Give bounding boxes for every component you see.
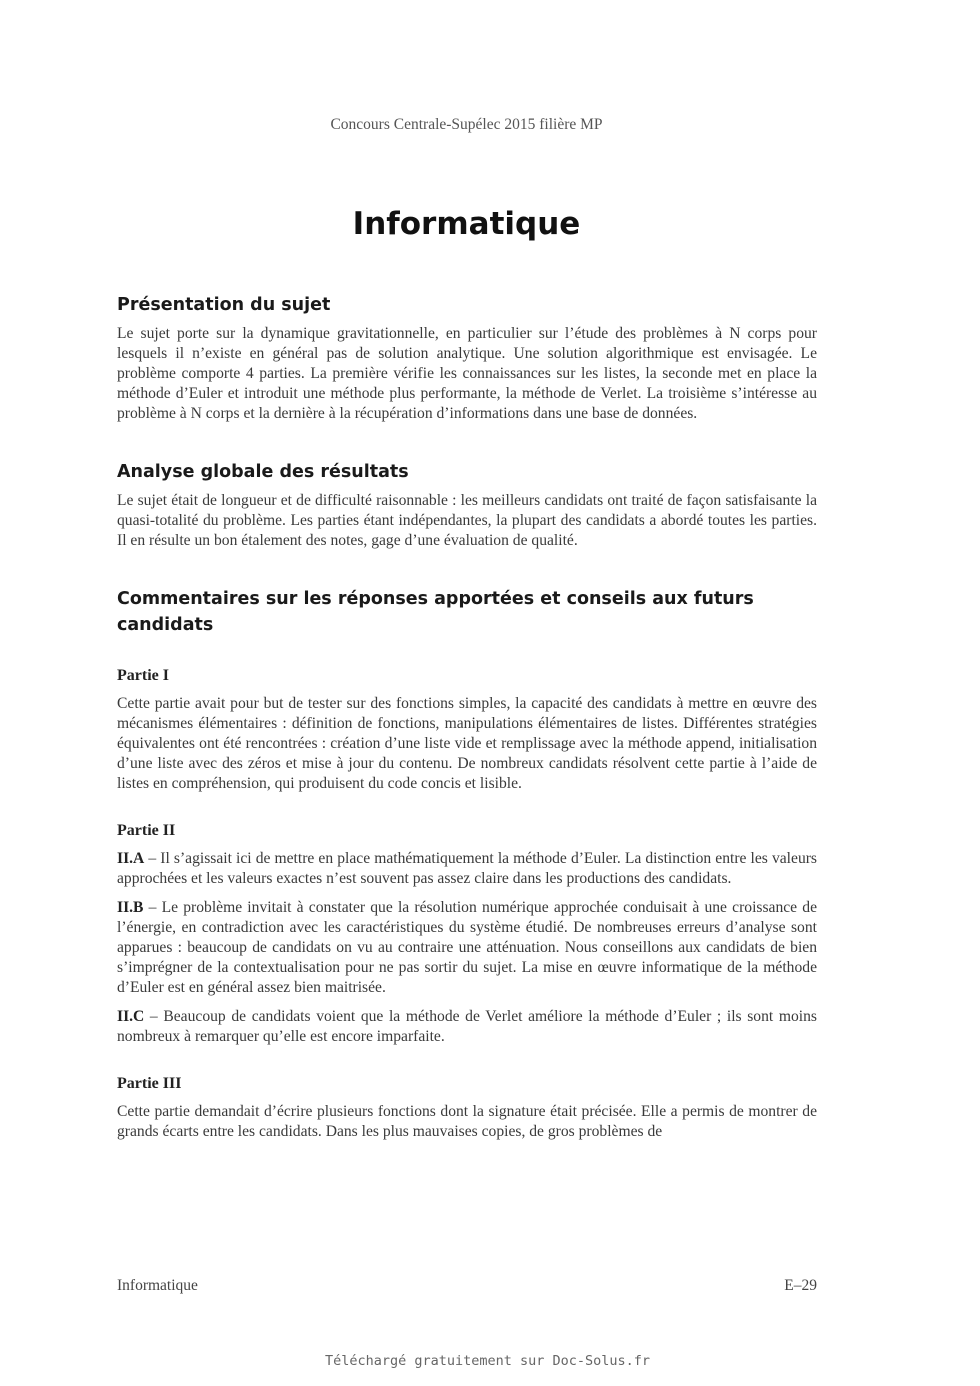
item-text-II-C: – Beaucoup de candidats voient que la méthode de Verlet améliore la méthode d’Euler ; ils sont moins nombreux à remarquer qu’elle est encore imparfaite. [117,1008,817,1045]
footer-page-number: E–29 [784,1277,817,1294]
page-title: Informatique [352,206,581,242]
item-label-II-A: II.A [117,850,145,867]
item-label-II-C: II.C [117,1008,145,1025]
paragraph-partie-2c [117,1007,817,1047]
item-text-II-A: – Il s’agissait ici de mettre en place mathématiquement la méthode d’Euler. La distinction entre les valeurs approchées et les valeurs exactes n’est souvent pas assez claire dans les productions des candidats. [117,850,817,887]
paragraph-presentation: Le sujet porte sur la dynamique gravitationnelle, en particulier sur l’étude des problèmes à N corps pour lesquels il n’existe en général pas de solution analytique. Une solution algorithmique est envisagée. Le problème comporte 4 parties. La première vérifie les connaissances sur les listes, la seconde met en place la méthode d’Euler et introduit une méthode plus performante, la méthode de Verlet. La troisième s’intéresse au problème à N corps et la dernière à la récupération d’informations dans une base de données. [117,325,817,422]
main-content [117,292,817,1142]
section-heading-commentaires: Commentaires sur les réponses apportées et conseils aux futurs candidats [117,589,754,635]
item-text-II-B: – Le problème invitait à constater que la résolution numérique approchée conduisait à une croissance de l’énergie, en contradiction avec les caractéristiques du système étudié. De nombreuses erreurs d’analyse sont apparues : beaucoup de candidats on vu au contraire une atténuation. Nous conseillons aux candidats de bien s’imprégner de la contextualisation pour ne pas sortir du sujet. La mise en œuvre informatique de la méthode d’Euler est en général assez bien maitrisée. [117,899,817,996]
subsection-heading-partie-1: Partie I [117,667,169,684]
running-head: Concours Centrale-Supélec 2015 filière MP [330,116,603,133]
subsection-heading-partie-3: Partie III [117,1075,182,1092]
item-label-II-B: II.B [117,899,144,916]
section-heading-presentation: Présentation du sujet [117,295,331,315]
paragraph-partie-2b [117,898,817,998]
footer-subject: Informatique [117,1277,198,1294]
subsection-heading-partie-2: Partie II [117,822,176,839]
download-note: Téléchargé gratuitement sur Doc-Solus.fr [324,1353,651,1369]
paragraph-partie-2a [117,849,817,889]
paragraph-analyse: Le sujet était de longueur et de difficulté raisonnable : les meilleurs candidats ont traité de façon satisfaisante la quasi-totalité du problème. Les parties étant indépendantes, la plupart des candidats a abordé toutes les parties. Il en résulte un bon étalement des notes, gage d’une évaluation de qualité. [117,492,817,549]
paragraph-partie-3: Cette partie demandait d’écrire plusieurs fonctions dont la signature était précisée. Elle a permis de montrer de grands écarts entre les candidats. Dans les plus mauvaises copies, de gros problèmes de [117,1103,817,1140]
section-heading-analyse: Analyse globale des résultats [117,462,409,482]
paragraph-partie-1: Cette partie avait pour but de tester sur des fonctions simples, la capacité des candidats à mettre en œuvre des mécanismes élémentaires : définition de fonctions, manipulations élémentaires de listes. Différentes stratégies équivalentes ont été rencontrées : création d’une liste vide et remplissage avec la méthode append, initialisation d’une liste avec des zéros et mise à jour du contenu. De nombreux candidats résolvent cette partie à l’aide de listes en compréhension, qui produisent du code concis et lisible. [117,695,817,792]
